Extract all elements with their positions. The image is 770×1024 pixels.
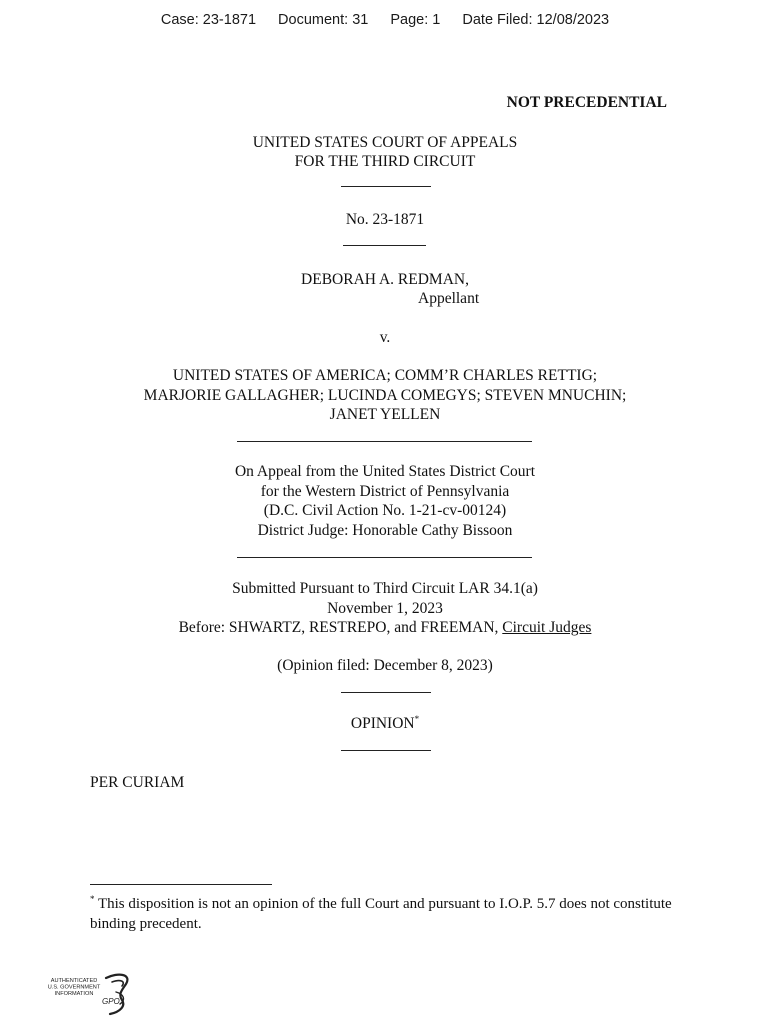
separator-rule bbox=[341, 750, 431, 751]
appellees-line: JANET YELLEN bbox=[329, 406, 441, 423]
eagle-icon bbox=[106, 975, 127, 1014]
opinion-heading bbox=[0, 714, 770, 734]
appellant-role: Appellant bbox=[418, 290, 480, 307]
separator-rule bbox=[341, 692, 431, 693]
panel-judges-title: Circuit Judges bbox=[502, 619, 592, 636]
page-number-header: Page: 1 bbox=[390, 12, 441, 28]
separator-rule bbox=[343, 245, 426, 246]
panel-judges-names: Before: SHWARTZ, RESTREPO, and FREEMAN, bbox=[178, 619, 503, 636]
opinion-filed-date: (Opinion filed: December 8, 2023) bbox=[277, 657, 493, 674]
separator-rule bbox=[341, 186, 431, 187]
footnote-text: This disposition is not an opinion of the full Court and pursuant to I.O.P. 5.7 does not constitute binding precedent. bbox=[90, 896, 672, 932]
appellant-name: DEBORAH A. REDMAN, bbox=[301, 271, 469, 288]
district-judge: District Judge: Honorable Cathy Bissoon bbox=[257, 522, 513, 539]
panel-judges bbox=[0, 618, 770, 638]
submission-rule: Submitted Pursuant to Third Circuit LAR 34.1(a) bbox=[232, 580, 538, 597]
per-curiam: PER CURIAM bbox=[90, 774, 185, 791]
logo-gpo-text: GPO bbox=[102, 997, 120, 1006]
footnote bbox=[90, 894, 680, 934]
footnote-marker: * bbox=[90, 894, 95, 904]
appeal-info-line: (D.C. Civil Action No. 1-21-cv-00124) bbox=[263, 502, 507, 519]
opinion-heading-text: OPINION bbox=[350, 715, 415, 732]
versus: v. bbox=[379, 329, 391, 346]
appellees-line: UNITED STATES OF AMERICA; COMM’R CHARLES RETTIG; bbox=[172, 367, 598, 384]
logo-text-line2: U.S. GOVERNMENT bbox=[47, 984, 101, 991]
appellees-line: MARJORIE GALLAGHER; LUCINDA COMEGYS; STEVEN MNUCHIN; bbox=[143, 387, 627, 404]
submission-date: November 1, 2023 bbox=[327, 600, 443, 617]
filing-header bbox=[0, 12, 770, 28]
appeal-info-line: for the Western District of Pennsylvania bbox=[260, 483, 510, 500]
separator-rule bbox=[237, 441, 532, 442]
logo-text-line3: INFORMATION bbox=[54, 991, 94, 997]
date-filed-header: Date Filed: 12/08/2023 bbox=[462, 12, 610, 28]
court-name-line1: UNITED STATES COURT OF APPEALS bbox=[252, 134, 518, 151]
docket-number: No. 23-1871 bbox=[345, 211, 425, 228]
gpo-authenticated-logo bbox=[40, 970, 140, 1018]
separator-rule bbox=[237, 557, 532, 558]
court-name-line2: FOR THE THIRD CIRCUIT bbox=[294, 153, 476, 170]
precedential-status: NOT PRECEDENTIAL bbox=[506, 94, 667, 111]
case-number-header: Case: 23-1871 bbox=[160, 12, 257, 28]
document-number-header: Document: 31 bbox=[278, 12, 369, 28]
logo-text-line1: AUTHENTICATED bbox=[50, 978, 98, 984]
appeal-info-line: On Appeal from the United States District Court bbox=[234, 463, 536, 480]
footnote-rule bbox=[90, 884, 272, 885]
footnote-reference[interactable]: * bbox=[414, 713, 420, 724]
